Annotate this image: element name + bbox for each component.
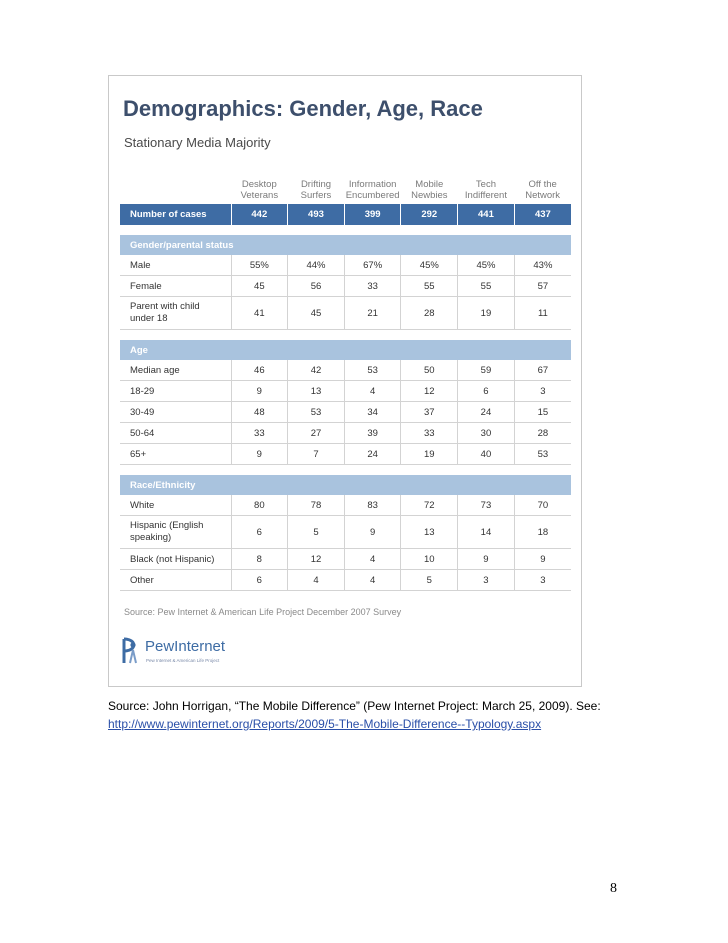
cell-value: 37	[401, 402, 458, 423]
table-row	[120, 360, 571, 381]
cases-value: 493	[288, 204, 345, 225]
cell-value: 30	[458, 423, 515, 444]
table-row	[120, 255, 571, 276]
logo-tagline: Pew Internet & American Life Project	[146, 658, 220, 663]
cell-value: 12	[288, 549, 345, 570]
cell-value: 67%	[344, 255, 401, 276]
section-title: Race/Ethnicity	[120, 475, 571, 495]
page-number: 8	[610, 881, 617, 896]
column-header-line: Information	[348, 179, 397, 190]
row-label-line: Other	[130, 574, 154, 586]
figure-title: Demographics: Gender, Age, Race	[123, 96, 483, 121]
row-label	[120, 495, 231, 516]
section-header-row	[120, 235, 571, 255]
column-header-blank	[120, 169, 231, 204]
cases-value: 292	[401, 204, 458, 225]
row-label-line: speaking)	[130, 532, 172, 543]
section-spacer	[120, 465, 571, 476]
cell-value: 55%	[231, 255, 288, 276]
row-label	[120, 381, 231, 402]
row-label	[120, 360, 231, 381]
column-header	[288, 169, 345, 204]
cell-value: 55	[458, 276, 515, 297]
cell-value: 55	[401, 276, 458, 297]
row-label-line: White	[130, 499, 155, 511]
row-label	[120, 276, 231, 297]
cell-value: 19	[458, 297, 515, 330]
report-link[interactable]: http://www.pewinternet.org/Reports/2009/5-The-Mobile-Difference--Typology.aspx	[108, 717, 542, 731]
cell-value: 9	[458, 549, 515, 570]
cell-value: 7	[288, 444, 345, 465]
column-header	[231, 169, 288, 204]
cell-value: 9	[514, 549, 571, 570]
cell-value: 48	[231, 402, 288, 423]
cell-value: 45	[288, 297, 345, 330]
cell-value: 45%	[458, 255, 515, 276]
table-row	[120, 276, 571, 297]
cell-value: 4	[344, 549, 401, 570]
figure-frame	[108, 75, 582, 687]
table-row	[120, 402, 571, 423]
cell-value: 78	[288, 495, 345, 516]
cell-value: 6	[231, 516, 288, 549]
table-row	[120, 423, 571, 444]
cell-value: 53	[288, 402, 345, 423]
row-label-line: Hispanic (English	[130, 520, 204, 531]
row-label	[120, 402, 231, 423]
cell-value: 6	[231, 570, 288, 591]
cell-value: 67	[514, 360, 571, 381]
row-label-line: Parent with child	[130, 301, 200, 312]
row-label	[120, 423, 231, 444]
cases-value: 442	[231, 204, 288, 225]
cell-value: 59	[458, 360, 515, 381]
cell-value: 3	[514, 570, 571, 591]
cell-value: 46	[231, 360, 288, 381]
cell-value: 4	[288, 570, 345, 591]
table-row	[120, 495, 571, 516]
cell-value: 5	[288, 516, 345, 549]
column-header	[401, 169, 458, 204]
column-header-line: Surfers	[300, 190, 332, 201]
cell-value: 83	[344, 495, 401, 516]
column-header	[458, 169, 515, 204]
cell-value: 80	[231, 495, 288, 516]
cell-value: 18	[514, 516, 571, 549]
cases-value: 399	[344, 204, 401, 225]
logo-wordmark: PewInternet	[145, 638, 226, 655]
section-spacer	[120, 225, 571, 235]
cell-value: 33	[401, 423, 458, 444]
cell-value: 33	[231, 423, 288, 444]
table-row	[120, 381, 571, 402]
demographics-table	[120, 169, 571, 591]
cell-value: 40	[458, 444, 515, 465]
row-label-line: 65+	[130, 448, 147, 460]
cell-value: 53	[514, 444, 571, 465]
column-header-row	[120, 169, 571, 204]
table-row	[120, 297, 571, 330]
cases-value: 437	[514, 204, 571, 225]
spacer-cell	[120, 330, 571, 341]
column-header-line: Newbies	[411, 190, 448, 201]
cell-value: 28	[401, 297, 458, 330]
cell-value: 24	[344, 444, 401, 465]
cell-value: 57	[514, 276, 571, 297]
cell-value: 9	[231, 381, 288, 402]
row-label	[120, 516, 231, 549]
cell-value: 5	[401, 570, 458, 591]
column-header-line: Tech	[475, 179, 496, 190]
section-spacer	[120, 330, 571, 341]
cell-value: 9	[344, 516, 401, 549]
row-label-line: Median age	[130, 364, 180, 376]
cell-value: 50	[401, 360, 458, 381]
cell-value: 45	[231, 276, 288, 297]
section-title: Gender/parental status	[120, 235, 571, 255]
cell-value: 39	[344, 423, 401, 444]
cases-value: 441	[458, 204, 515, 225]
column-header-line: Encumbered	[345, 190, 400, 201]
cell-value: 4	[344, 381, 401, 402]
cell-value: 14	[458, 516, 515, 549]
section-header-row	[120, 340, 571, 360]
cell-value: 11	[514, 297, 571, 330]
section-title: Age	[120, 340, 571, 360]
column-header-line: Mobile	[415, 179, 444, 190]
column-header-line: Network	[525, 190, 561, 201]
pew-logo-icon	[121, 636, 143, 666]
cell-value: 42	[288, 360, 345, 381]
table-source: Source: Pew Internet & American Life Project December 2007 Survey	[124, 607, 402, 617]
column-header-line: Off the	[528, 179, 557, 190]
table-row	[120, 516, 571, 549]
column-header-line: Desktop	[241, 179, 277, 190]
table-row	[120, 444, 571, 465]
source-caption	[108, 697, 628, 733]
cell-value: 21	[344, 297, 401, 330]
column-header-line: Veterans	[240, 190, 279, 201]
pew-internet-logo	[121, 636, 251, 668]
row-label-line: Male	[130, 259, 151, 271]
column-header-line: Drifting	[300, 179, 332, 190]
figure-subtitle: Stationary Media Majority	[124, 135, 271, 150]
section-header-row	[120, 475, 571, 495]
cell-value: 73	[458, 495, 515, 516]
row-label	[120, 570, 231, 591]
cell-value: 12	[401, 381, 458, 402]
column-header	[514, 169, 571, 204]
row-label-line: under 18	[130, 313, 168, 324]
cell-value: 9	[231, 444, 288, 465]
spacer-cell	[120, 465, 571, 476]
cell-value: 72	[401, 495, 458, 516]
cell-value: 43%	[514, 255, 571, 276]
cases-label: Number of cases	[120, 204, 231, 225]
cell-value: 15	[514, 402, 571, 423]
row-label-line: 18-29	[130, 385, 155, 397]
cell-value: 27	[288, 423, 345, 444]
cell-value: 33	[344, 276, 401, 297]
column-header-line: Indifferent	[464, 190, 507, 201]
row-label-line: Black (not Hispanic)	[130, 553, 215, 565]
cell-value: 34	[344, 402, 401, 423]
cell-value: 8	[231, 549, 288, 570]
cell-value: 53	[344, 360, 401, 381]
cell-value: 56	[288, 276, 345, 297]
cell-value: 3	[514, 381, 571, 402]
cell-value: 70	[514, 495, 571, 516]
cell-value: 44%	[288, 255, 345, 276]
cell-value: 19	[401, 444, 458, 465]
cell-value: 13	[401, 516, 458, 549]
cell-value: 24	[458, 402, 515, 423]
row-label-line: Female	[130, 280, 162, 292]
row-label	[120, 255, 231, 276]
caption-text: Source: John Horrigan, “The Mobile Difference” (Pew Internet Project: March 25, 2009). See:	[108, 699, 601, 713]
spacer-cell	[120, 225, 571, 235]
cases-row	[120, 204, 571, 225]
table-row	[120, 549, 571, 570]
cell-value: 4	[344, 570, 401, 591]
cell-value: 10	[401, 549, 458, 570]
row-label	[120, 549, 231, 570]
cell-value: 28	[514, 423, 571, 444]
cell-value: 3	[458, 570, 515, 591]
row-label-line: 30-49	[130, 406, 155, 418]
row-label-line: 50-64	[130, 427, 155, 439]
cell-value: 13	[288, 381, 345, 402]
cell-value: 41	[231, 297, 288, 330]
row-label	[120, 297, 231, 330]
column-header	[344, 169, 401, 204]
row-label	[120, 444, 231, 465]
table-row	[120, 570, 571, 591]
cell-value: 6	[458, 381, 515, 402]
cell-value: 45%	[401, 255, 458, 276]
